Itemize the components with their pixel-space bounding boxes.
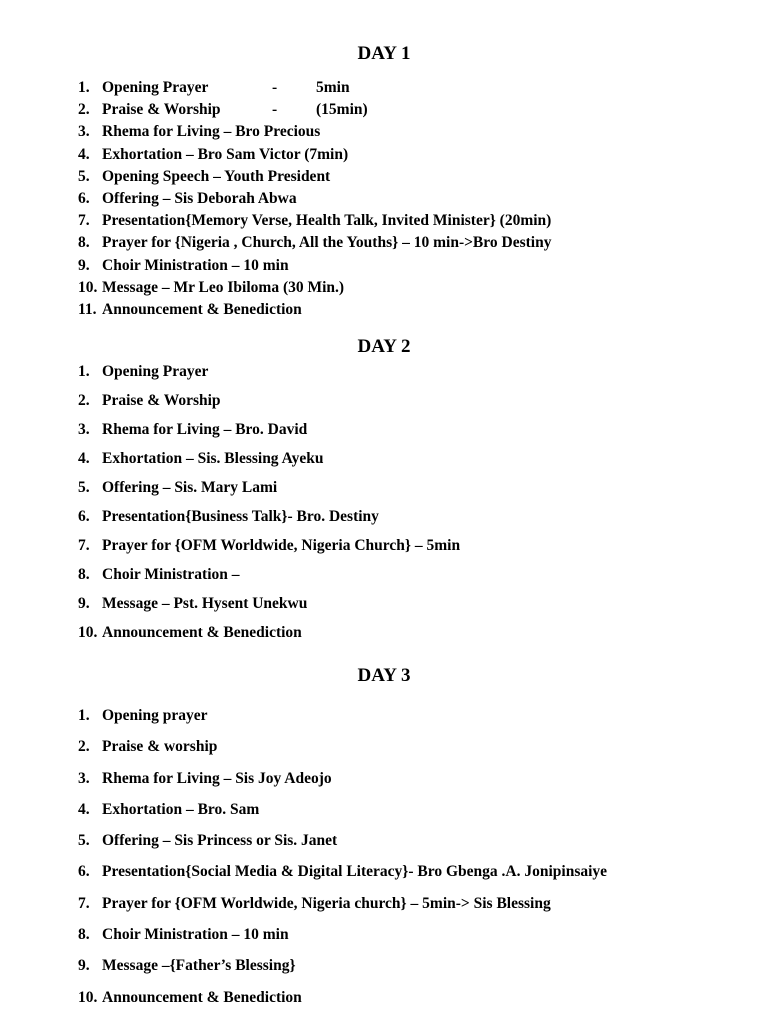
list-item: [78, 299, 758, 321]
item-number: 3.: [78, 421, 90, 438]
list-item: [78, 99, 758, 121]
list-item: [78, 255, 758, 277]
item-text: Opening prayer: [102, 707, 208, 724]
item-number: 10.: [78, 278, 98, 296]
item-number: 2.: [78, 101, 90, 119]
item-number: 9.: [78, 957, 90, 975]
item-text: Exhortation – Bro. Sam: [102, 800, 260, 818]
list-item: [78, 768, 758, 799]
list-item: [78, 861, 758, 892]
item-text: Prayer for {OFM Worldwide, Nigeria Church} – 5min: [102, 537, 461, 554]
item-text: Presentation{Business Talk}- Bro. Destiny: [102, 508, 379, 525]
item-duration: 5min: [316, 79, 350, 96]
item-text: Offering – Sis Princess or Sis. Janet: [102, 832, 338, 850]
item-number: 1.: [78, 363, 90, 380]
item-text: Offering – Sis Deborah Abwa: [102, 189, 297, 207]
item-number: 7.: [78, 212, 90, 230]
item-number: 9.: [78, 256, 90, 274]
item-number: 8.: [78, 234, 90, 252]
list-item: [78, 506, 758, 535]
item-text: Announcement & Benediction: [102, 300, 302, 318]
day1-heading: DAY 1: [357, 43, 411, 64]
item-text: Offering – Sis. Mary Lami: [102, 479, 278, 496]
item-number: 2.: [78, 392, 90, 409]
item-text: Rhema for Living – Bro Precious: [102, 123, 321, 141]
item-text: Opening Speech – Youth President: [102, 167, 331, 185]
item-number: 10.: [78, 988, 98, 1006]
item-text: Exhortation – Sis. Blessing Ayeku: [102, 450, 324, 467]
list-item: [78, 166, 758, 188]
item-text: Message – Mr Leo Ibiloma (30 Min.): [102, 278, 345, 296]
list-item: [78, 593, 758, 622]
day3-heading: DAY 3: [357, 665, 411, 686]
item-number: 5.: [78, 479, 90, 496]
list-item: [78, 188, 758, 210]
item-number: 4.: [78, 145, 90, 163]
list-item: [78, 622, 758, 651]
item-number: 10.: [78, 624, 98, 641]
list-item: [78, 448, 758, 477]
item-number: 8.: [78, 566, 90, 583]
item-number: 5.: [78, 167, 90, 185]
list-item: [78, 77, 758, 99]
item-text: Prayer for {OFM Worldwide, Nigeria church} – 5min-> Sis Blessing: [102, 894, 551, 912]
item-number: 11.: [78, 300, 97, 318]
item-text: Praise & worship: [102, 738, 218, 756]
item-text: Exhortation – Bro Sam Victor (7min): [102, 145, 349, 163]
item-text: Choir Ministration – 10 min: [102, 256, 289, 274]
item-text: Presentation{Memory Verse, Health Talk, Invited Minister} (20min): [102, 212, 552, 230]
list-item: [78, 924, 758, 955]
item-text: Prayer for {Nigeria , Church, All the Youths} – 10 min->Bro Destiny: [102, 234, 552, 252]
item-text: Message – Pst. Hysent Unekwu: [102, 595, 308, 612]
item-number: 7.: [78, 894, 90, 912]
item-number: 4.: [78, 450, 90, 467]
item-number: 1.: [78, 707, 90, 724]
item-text: Announcement & Benediction: [102, 988, 302, 1006]
list-item: [78, 799, 758, 830]
day3-program-list: [78, 705, 758, 1018]
list-item: [78, 210, 758, 232]
item-number: 1.: [78, 79, 90, 96]
list-item: [78, 955, 758, 986]
list-item: [78, 830, 758, 861]
list-item: [78, 893, 758, 924]
list-item: [78, 736, 758, 767]
item-text: Rhema for Living – Sis Joy Adeojo: [102, 769, 332, 787]
list-item: [78, 121, 758, 143]
list-item: [78, 232, 758, 254]
item-dash: -: [272, 101, 278, 119]
list-item: [78, 705, 758, 736]
item-number: 5.: [78, 832, 90, 850]
item-text: Presentation{Social Media & Digital Literacy}- Bro Gbenga .A. Jonipinsaiye: [102, 863, 608, 881]
item-number: 6.: [78, 189, 90, 207]
list-item: [78, 277, 758, 299]
item-number: 6.: [78, 508, 90, 525]
item-number: 8.: [78, 926, 90, 944]
list-item: [78, 477, 758, 506]
item-number: 3.: [78, 769, 90, 787]
list-item: [78, 535, 758, 564]
item-number: 2.: [78, 738, 90, 756]
item-text: Choir Ministration –: [102, 566, 240, 583]
item-text: Choir Ministration – 10 min: [102, 926, 289, 944]
day2-program-list: [78, 361, 758, 651]
item-number: 9.: [78, 595, 90, 612]
item-text: Rhema for Living – Bro. David: [102, 421, 308, 438]
item-text: Opening Prayer: [102, 363, 209, 380]
item-label: Praise & Worship: [102, 101, 221, 119]
list-item: [78, 144, 758, 166]
item-number: 3.: [78, 123, 90, 141]
item-text: Announcement & Benediction: [102, 624, 302, 641]
item-dash: -: [272, 79, 278, 96]
list-item: [78, 987, 758, 1018]
list-item: [78, 419, 758, 448]
item-number: 6.: [78, 863, 90, 881]
item-text: Message –{Father’s Blessing}: [102, 957, 296, 975]
day2-heading: DAY 2: [357, 336, 411, 357]
item-text: Praise & Worship: [102, 392, 221, 409]
item-number: 7.: [78, 537, 90, 554]
list-item: [78, 564, 758, 593]
item-duration: (15min): [316, 101, 368, 119]
item-label: Opening Prayer: [102, 79, 209, 96]
day1-program-list: [78, 77, 758, 321]
list-item: [78, 390, 758, 419]
list-item: [78, 361, 758, 390]
item-number: 4.: [78, 800, 90, 818]
